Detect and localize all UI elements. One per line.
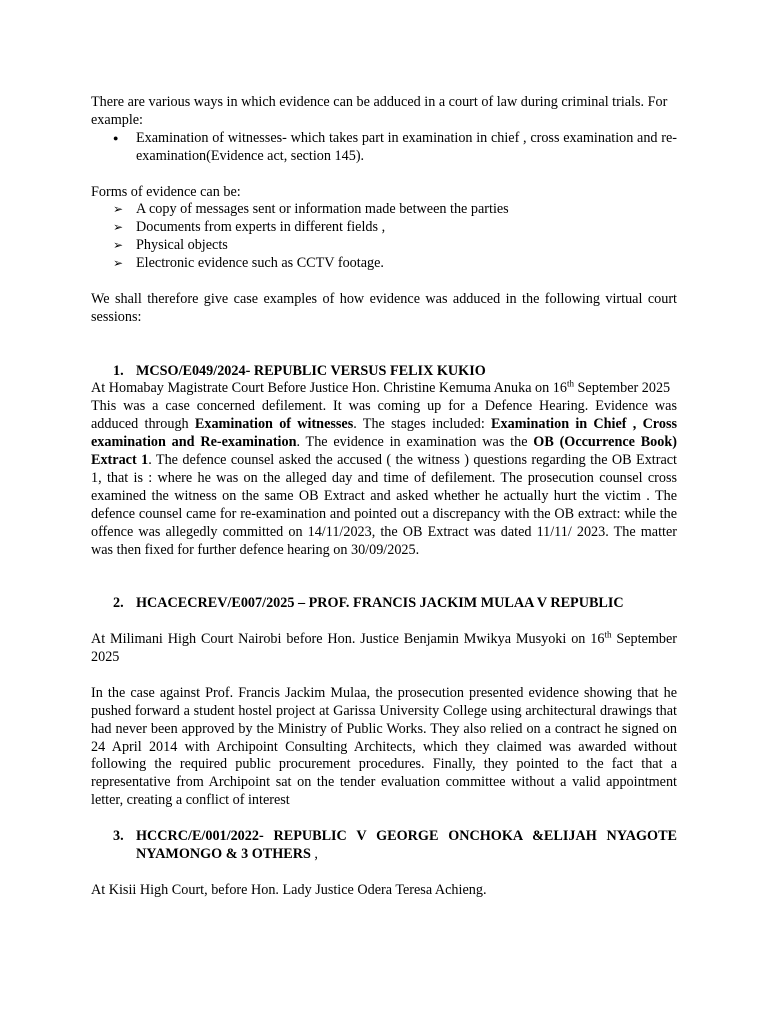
case-title: HCCRC/E/001/2022- REPUBLIC V GEORGE ONCHOKA &ELIJAH NYAGOTE NYAMONGO & 3 OTHERS xyxy=(136,828,677,862)
case-2-court-line xyxy=(91,631,677,667)
forms-list-item xyxy=(91,237,677,255)
forms-item-text: Documents from experts in different fields , xyxy=(136,219,386,236)
forms-item-text: A copy of messages sent or information made between the parties xyxy=(136,201,509,218)
document-page xyxy=(91,94,677,900)
case-number: 1. xyxy=(113,362,124,379)
body-text: . The stages included: xyxy=(353,416,492,433)
forms-item-text: Physical objects xyxy=(136,237,228,254)
body-text: This was a case concerned defilement. It was coming up for a Defence Hearing. Evidence was adduced through xyxy=(91,398,677,433)
case-title-suffix: , xyxy=(310,845,318,862)
case-2-body: In the case against Prof. Francis Jackim Mulaa, the prosecution presented evidence showing that he pushed forward a student hostel project at Garissa University College using architectural drawings that had never been approved by the Ministry of Public Works. They also relied on a contract he signed on 24 April 2014 with Archipoint Consulting Architects, which they claimed was awarded without following the required public procurement procedures. Finally, they pointed to the fact that a representative from Archipoint sat on the tender evaluation committee without a valid appointment letter, creating a conflict of interest xyxy=(91,684,677,809)
forms-list-item xyxy=(91,255,677,273)
case-1-court-line xyxy=(91,380,677,398)
case-number: 3. xyxy=(113,828,124,845)
case-1-heading xyxy=(91,363,677,381)
court-text: At Homabay Magistrate Court Before Justice Hon. Christine Kemuma Anuka on 16 xyxy=(91,380,567,397)
arrow-bullet-icon: ➢ xyxy=(113,220,124,235)
bullet-dot-icon: ● xyxy=(113,132,119,143)
case-3-court-line: At Kisii High Court, before Hon. Lady Justice Odera Teresa Achieng. xyxy=(91,881,487,898)
emphasis-text: OB (Occurrence Book) Extract 1 xyxy=(91,434,677,469)
court-text: At Milimani High Court Nairobi before Hon. Justice Benjamin Mwikya Musyoki on 16 xyxy=(91,631,605,648)
ordinal-suffix: th xyxy=(566,378,574,389)
transition-paragraph: We shall therefore give case examples of how evidence was adduced in the following virtual court sessions: xyxy=(91,290,677,325)
court-date-text: September 2025 xyxy=(91,631,677,665)
forms-list-item xyxy=(91,219,677,237)
intro-paragraph: There are various ways in which evidence can be adduced in a court of law during criminal trials. For example: xyxy=(91,94,668,128)
case-1-body xyxy=(91,398,677,559)
ordinal-suffix: th xyxy=(604,629,612,640)
intro-bullet-text: Examination of witnesses- which takes part in examination in chief , cross examination and re- examination(Evidence act, section 145). xyxy=(136,129,677,164)
arrow-bullet-icon: ➢ xyxy=(113,256,124,271)
case-title: HCACECREV/E007/2025 – PROF. FRANCIS JACKIM MULAA V REPUBLIC xyxy=(136,595,624,612)
forms-item-text: Electronic evidence such as CCTV footage. xyxy=(136,255,384,272)
emphasis-text: Examination of witnesses xyxy=(194,416,354,433)
arrow-bullet-icon: ➢ xyxy=(113,238,124,253)
case-number: 2. xyxy=(113,595,124,612)
arrow-bullet-icon: ➢ xyxy=(113,202,124,217)
case-title: MCSO/E049/2024- REPUBLIC VERSUS FELIX KUKIO xyxy=(136,362,486,379)
body-text: . The defence counsel asked the accused ( the witness ) questions regarding the OB Extract 1, that is : where he was on the alleged day and time of defilement. The prosecution counsel cross examined the witness on the same OB Extract and asked whether he actually hurt the victim . The defence counsel came for re-examination and pointed out a discrepancy with the OB extract: while the offence was allegedly committed on 14/11/2023, the OB Extract was dated 11/11/ 2023. The matter was then fixed for further defence hearing on 30/09/2025. xyxy=(91,452,677,558)
forms-heading: Forms of evidence can be: xyxy=(91,183,241,200)
forms-list-item xyxy=(91,201,677,219)
court-date-text: September 2025 xyxy=(574,380,671,397)
body-text: . The evidence in examination was the xyxy=(296,434,534,451)
intro-bullet-item xyxy=(91,130,677,166)
case-3-heading xyxy=(91,828,677,864)
emphasis-text: Examination in Chief , Cross examination and Re-examination xyxy=(91,416,677,451)
case-2-heading xyxy=(91,595,677,613)
